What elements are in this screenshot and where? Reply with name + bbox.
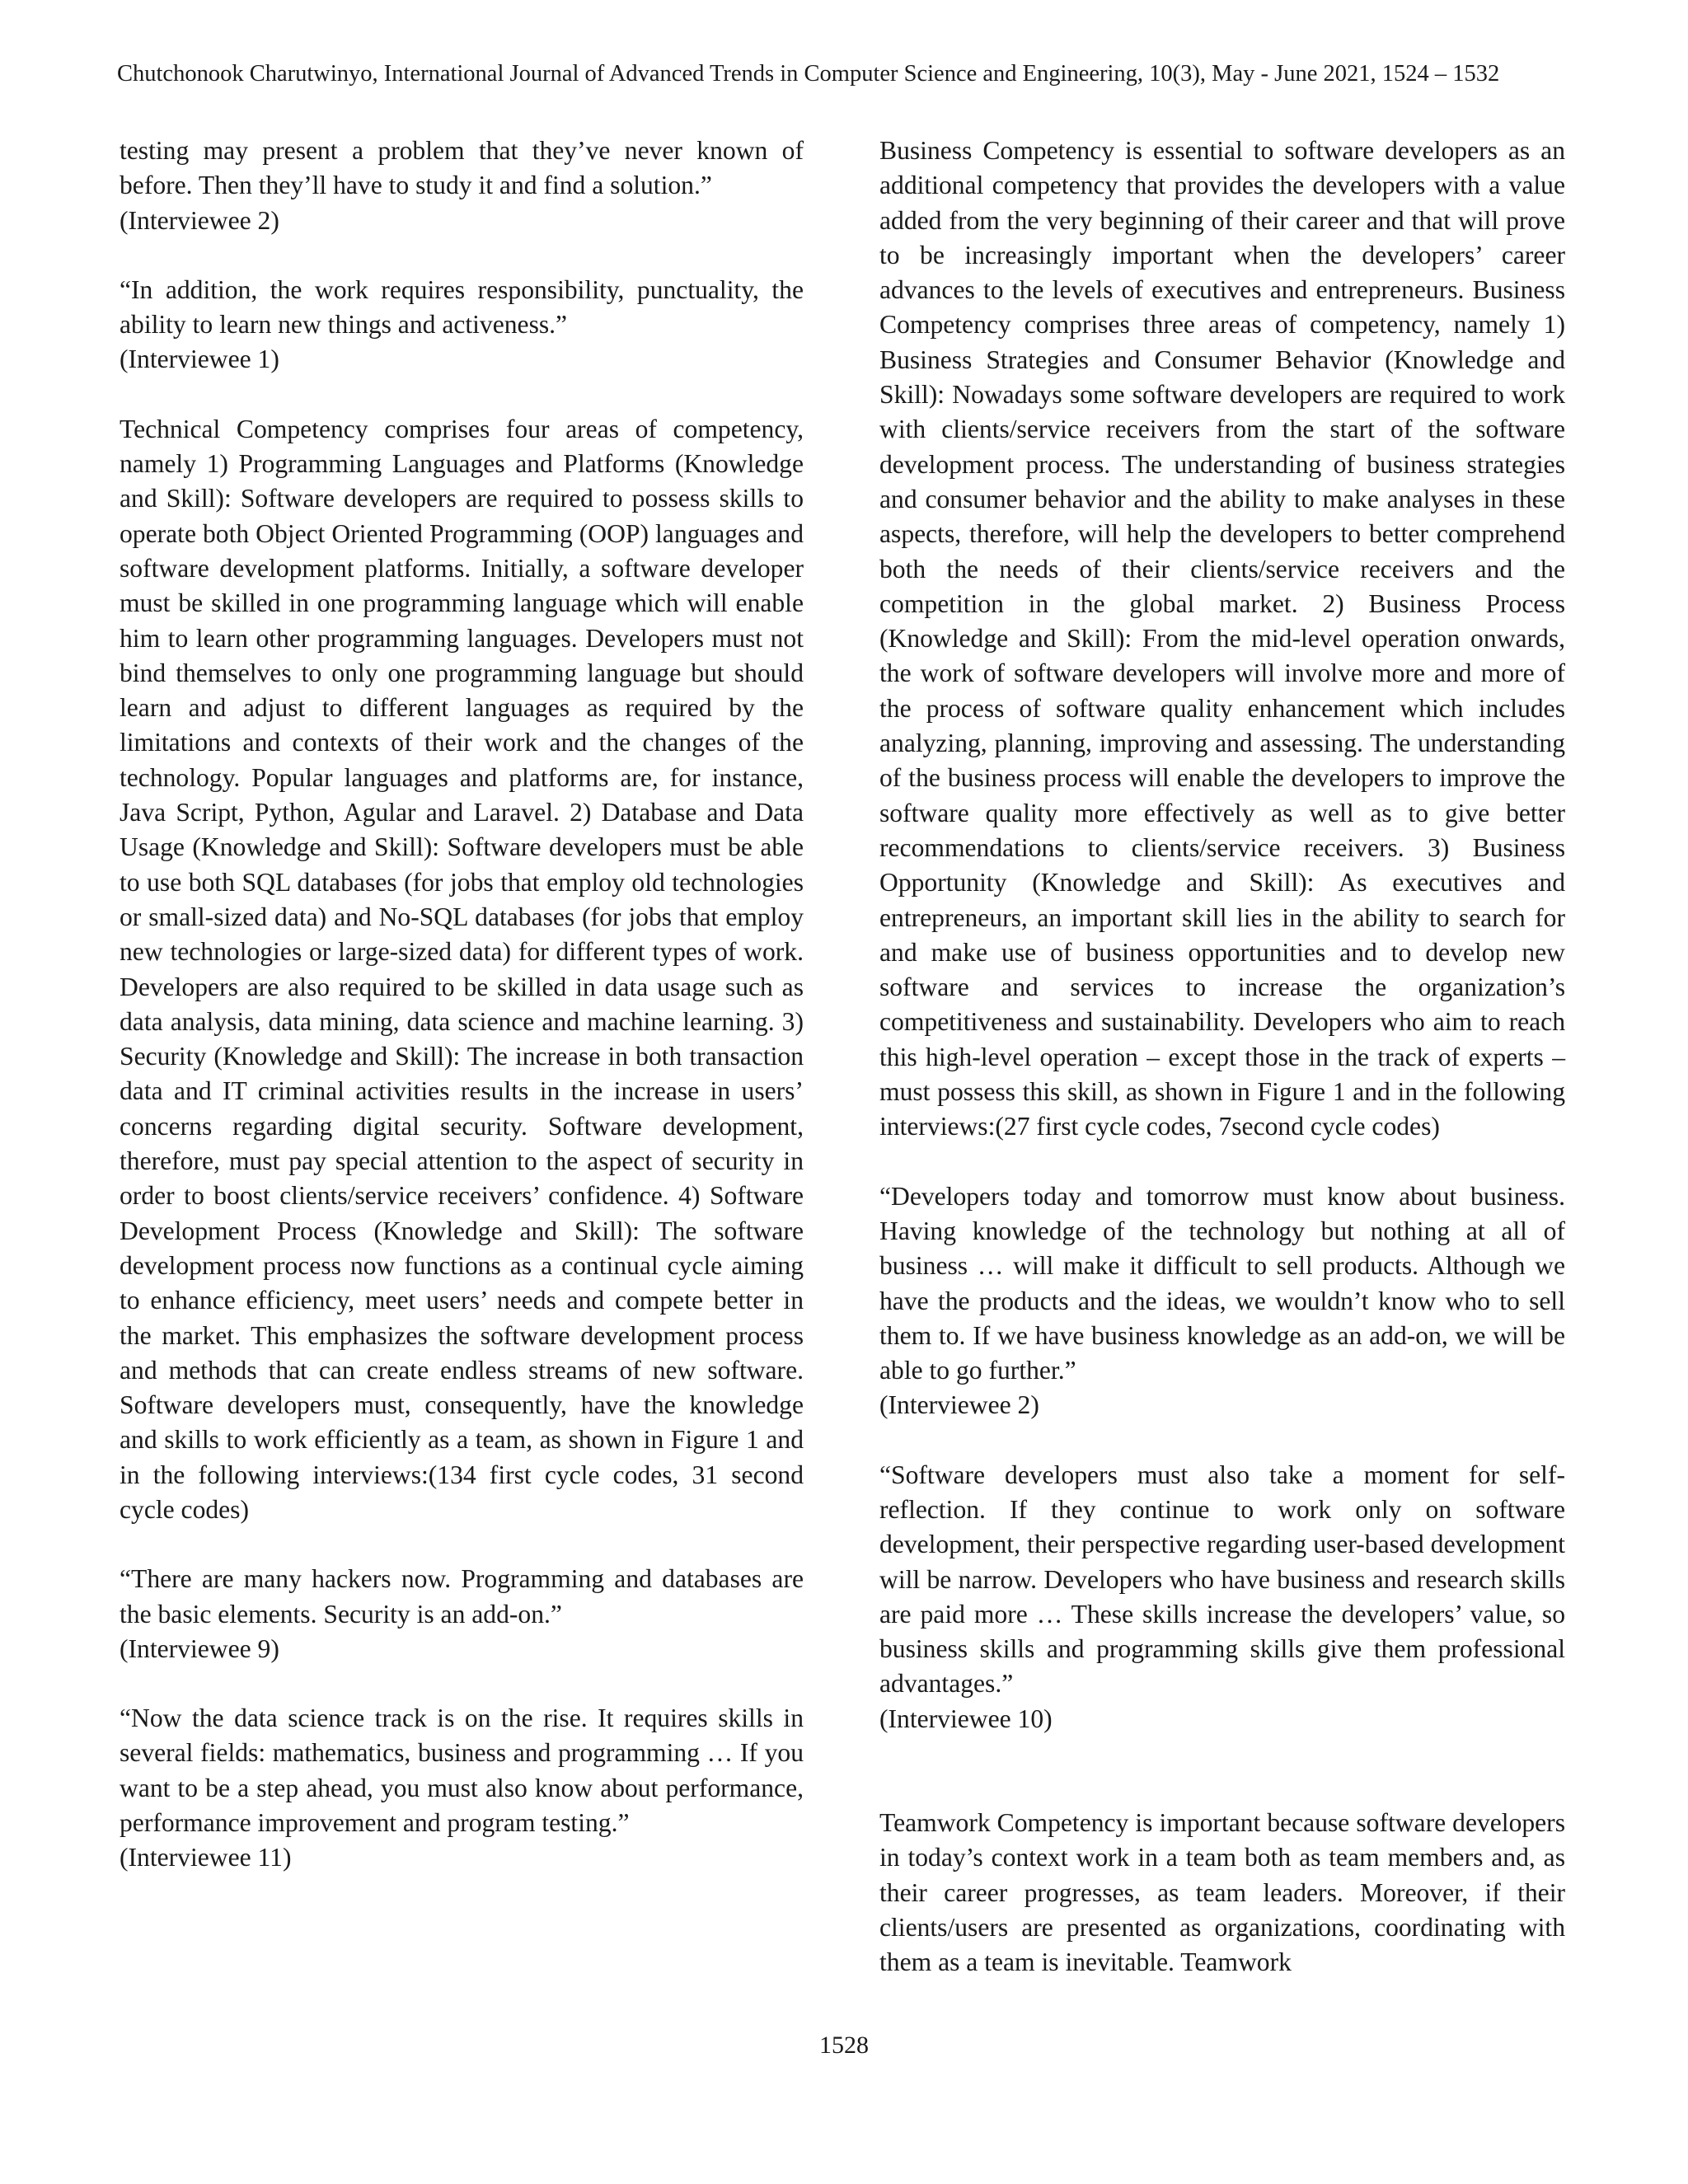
spacer — [879, 1736, 1565, 1806]
left-column — [120, 134, 804, 1876]
spacer — [120, 238, 804, 273]
technical-competency-paragraph: Technical Competency comprises four areas of competency, namely 1) Programming Languages and Platforms (Knowledge and Skill): Software developers are required to possess skills to operate both Object Oriented Programming (OOP) languages and software development platforms. Initially, a software developer must be skilled in one programming language which will enable him to learn other programming languages. Developers must not bind themselves to only one programming language but should learn and adjust to different languages as required by the limitations and contexts of their work and the changes of the technology. Popular languages and platforms are, for instance, Java Script, Python, Agular and Laravel. 2) Database and Data Usage (Knowledge and Skill): Software developers must be able to use both SQL databases (for jobs that employ old technologies or small-sized data) and No-SQL databases (for jobs that employ new technologies or large-sized data) for different types of work. Developers are also required to be skilled in data usage such as data analysis, data mining, data science and machine learning. 3) Security (Knowledge and Skill): The increase in both transaction data and IT criminal activities results in the increase in users’ concerns regarding digital security. Software development, therefore, must pay special attention to the aspect of security in order to boost clients/service receivers’ confidence. 4) Software Development Process (Knowledge and Skill): The software development process now functions as a continual cycle aiming to enhance efficiency, meet users’ needs and compete better in the market. This emphasizes the software development process and methods that can create endless streams of new software. Software developers must, consequently, have the knowledge and skills to work efficiently as a team, as shown in Figure 1 and in the following interviews:(134 first cycle codes, 31 second cycle codes) — [120, 414, 804, 1524]
quote-interviewee-9: “There are many hackers now. Programming and databases are the basic elements. Security is an add-on.” — [120, 1564, 804, 1629]
quote-interviewee-2-business: “Developers today and tomorrow must know about business. Having knowledge of the technology but nothing at all of business … will make it difficult to sell products. Although we have the products and the ideas, we wouldn’t know who to sell them to. If we have business knowledge as an add-on, we will be able to go further.” — [879, 1181, 1565, 1385]
business-competency-paragraph: Business Competency is essential to software developers as an additional competency that provides the developers with a value added from the very beginning of their career and that will prove to be increasingly important when the developers’ career advances to the levels of executives and entrepreneurs. Business Competency comprises three areas of competency, namely 1) Business Strategies and Consumer Behavior (Knowledge and Skill): Nowadays some software developers are required to work with clients/service receivers from the start of the software development process. The understanding of business strategies and consumer behavior and the ability to make analyses in these aspects, therefore, will help the developers to better comprehend both the needs of their clients/service receivers and the competition in the global market. 2) Business Process (Knowledge and Skill): From the mid-level operation onwards, the work of software developers will involve more and more of the process of software quality enhancement which includes analyzing, planning, improving and assessing. The understanding of the business process will enable the developers to improve the software quality more effectively as well as to give better recommendations to clients/service receivers. 3) Business Opportunity (Knowledge and Skill): As executives and entrepreneurs, an important skill lies in the ability to search for and make use of business opportunities and to develop new software and services to increase the organization’s competitiveness and sustainability. Developers who aim to reach this high-level operation – except those in the track of experts – must possess this skill, as shown in Figure 1 and in the following interviews:(27 first cycle codes, 7second cycle codes) — [879, 136, 1565, 1141]
spacer — [879, 1145, 1565, 1179]
attribution-interviewee-11: (Interviewee 11) — [120, 1843, 292, 1872]
attribution-interviewee-9: (Interviewee 9) — [120, 1633, 279, 1663]
running-header: Chutchonook Charutwinyo, International Journal of Advanced Trends in Computer Science and Engineering, 10(3), May - June 2021, 1524 – 1532 — [117, 61, 1500, 87]
right-column — [879, 134, 1565, 1980]
attribution-interviewee-1: (Interviewee 1) — [120, 344, 279, 374]
page-number: 1528 — [819, 2032, 869, 2059]
teamwork-competency-paragraph: Teamwork Competency is important because software developers in today’s context work in a team both as team members and, as their career progresses, as team leaders. Moreover, if their clients/users are presented as organizations, coordinating with them as a team is inevitable. Teamwork — [879, 1808, 1565, 1977]
attribution-interviewee-10: (Interviewee 10) — [879, 1704, 1053, 1733]
spacer — [879, 1423, 1565, 1458]
spacer — [120, 1666, 804, 1701]
quote-interviewee-1: “In addition, the work requires responsibility, punctuality, the ability to learn new things and activeness.” — [120, 274, 804, 340]
quote-interviewee-11: “Now the data science track is on the rise. It requires skills in several fields: mathematics, business and programming … If you want to be a step ahead, you must also know about performance, performance improvement and program testing.” — [120, 1704, 804, 1838]
spacer — [120, 377, 804, 412]
spacer — [120, 1527, 804, 1562]
quote-interviewee-10: “Software developers must also take a moment for self-reflection. If they continue to work only on software development, their perspective regarding user-based development will be narrow. Developers who have business and research skills are paid more … These skills increase the developers’ value, so business skills and programming skills give them professional advantages.” — [879, 1460, 1565, 1699]
attribution-interviewee-2: (Interviewee 2) — [120, 205, 279, 235]
attribution-interviewee-2-business: (Interviewee 2) — [879, 1390, 1039, 1420]
quote-continuation: testing may present a problem that they’ve never known of before. Then they’ll have to study it and find a solution.” — [120, 136, 804, 200]
